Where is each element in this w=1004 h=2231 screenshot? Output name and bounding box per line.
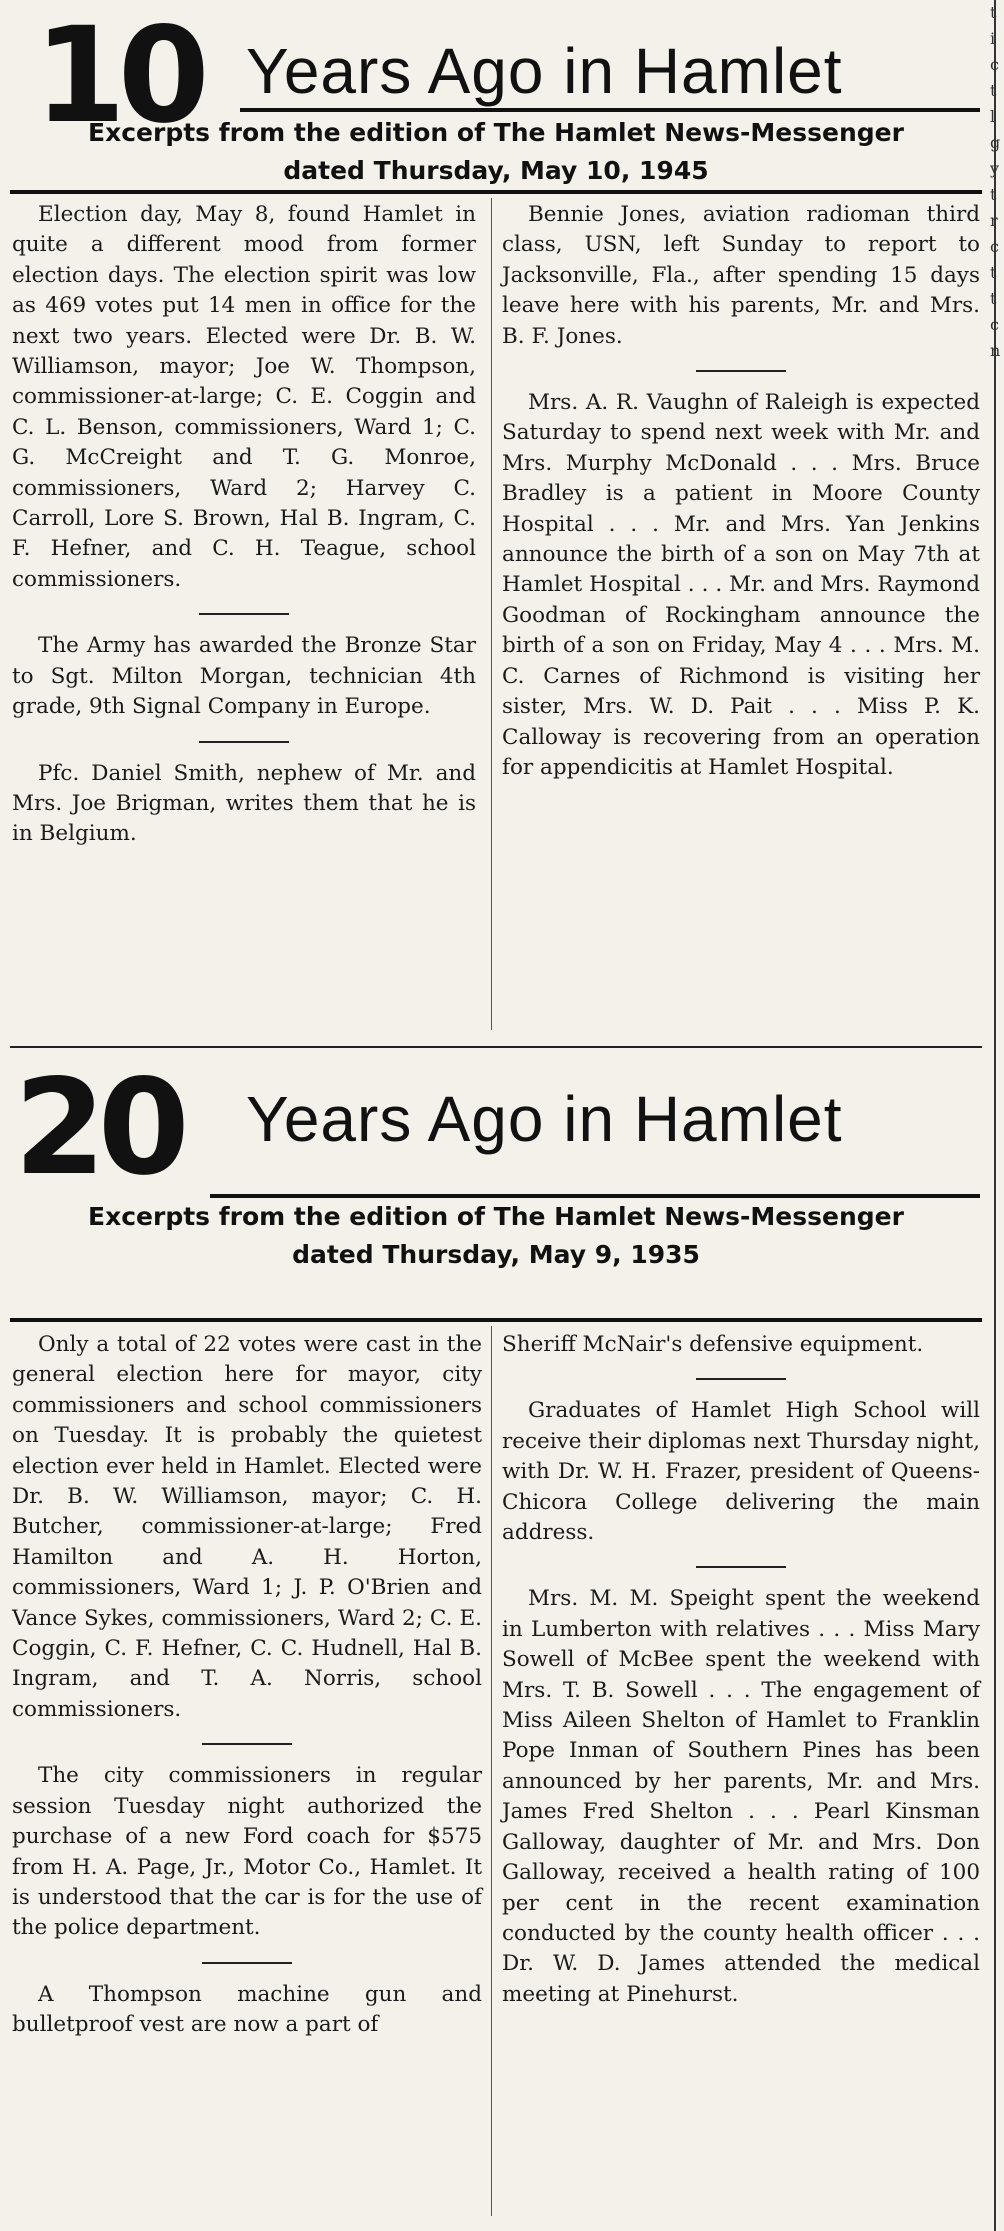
adjacent-column-fragment: t i c t l g y t r c t t c n — [990, 3, 1001, 360]
excerpt-line-1: Excerpts from the edition of The Hamlet News-Messenger — [88, 118, 904, 147]
column-divider — [491, 1326, 492, 2216]
article-separator — [696, 370, 786, 372]
article-bennie-jones: Bennie Jones, aviation radioman third class, USN, left Sunday to report to Jacksonville, Fla., after spending 15 days leave here with his parents, Mr. and Mrs. B. F. Jones. — [502, 202, 980, 349]
excerpt-date: dated Thursday, May 10, 1945 — [283, 156, 709, 185]
header-bottom-rule — [10, 190, 982, 194]
section-number: 10 — [34, 0, 202, 153]
header-bottom-rule — [10, 1318, 982, 1322]
excerpt-line-1: Excerpts from the edition of The Hamlet News-Messenger — [88, 1202, 904, 1231]
article-sheriff-continued: Sheriff McNair's defensive equipment. — [502, 1332, 924, 1357]
article-ford-coach: The city commissioners in regular session Tuesday night authorized the purchase of a new Ford coach for $575 from H. A. Page, Jr., Motor Co., Hamlet. It is understood that the car is for the use of the police department. — [12, 1763, 482, 1941]
section-title: Years Ago in Hamlet — [246, 1083, 843, 1155]
article-pfc-smith: Pfc. Daniel Smith, nephew of Mr. and Mrs. Joe Brigman, writes them that he is in Belgium. — [12, 760, 476, 847]
article-1935-election: Only a total of 22 votes were cast in the general election here for mayor, city commissioners and school commissioners on Tuesday. It is probably the quietest election ever held in Hamlet. Elected were Dr. B. W. Williamson, mayor; C. H. Butcher, commissioner-at-large; Fred Hamilton and A. H. Horton, commissioners, Ward 1; J. P. O'Brien and Vance Sykes, commissioners, Ward 2; C. E. Coggin, C. F. Hefner, C. C. Hudnell, Hal B. Ingram, and T. A. Norris, school commissioners. — [12, 1332, 482, 1722]
article-social-notes: Mrs. A. R. Vaughn of Raleigh is expected Saturday to spend next week with Mr. and Mrs. Murphy McDonald . . . Mrs. Bruce Bradley is a patient in Moore County Hospital . . . Mr. and Mrs. Yan Jenkins announce the birth of a son on May 7th at Hamlet Hospital . . . Mr. and Mrs. Raymond Goodman of Rockingham announce the birth of a son on Friday, May 4 . . . Mrs. M. C. Carnes of Richmond is visiting her sister, Mrs. W. D. Pait . . . Miss P. K. Calloway is recovering from an operation for appendicitis at Hamlet Hospital. — [502, 390, 980, 780]
article-separator — [199, 741, 289, 743]
article-bronze-star: The Army has awarded the Bronze Star to Sgt. Milton Morgan, technician 4th grade, 9th Signal Company in Europe. — [12, 633, 476, 720]
right-column — [502, 1330, 980, 2010]
excerpt-heading — [10, 114, 982, 190]
excerpt-date: dated Thursday, May 9, 1935 — [292, 1240, 700, 1269]
title-rule — [240, 108, 980, 112]
article-separator — [199, 613, 289, 615]
left-column — [12, 200, 476, 850]
section-bottom-rule — [10, 1046, 982, 1048]
right-column — [502, 200, 980, 783]
article-separator — [202, 1743, 292, 1745]
column-divider — [491, 198, 492, 1030]
excerpt-heading — [10, 1198, 982, 1274]
article-election: Election day, May 8, found Hamlet in quite a different mood from former election days. The election spirit was low as 469 votes put 14 men in office for the next two years. Elected were Dr. B. W. Williamson, mayor; Joe W. Thompson, commissioner-at-large; C. E. Coggin and C. L. Benson, commissioners, Ward 1; C. G. McCreight and T. G. Monroe, commissioners, Ward 2; Harvey C. Carroll, Lore S. Brown, Hal B. Ingram, C. F. Hefner, and C. H. Teague, school commissioners. — [12, 202, 476, 592]
article-separator — [202, 1962, 292, 1964]
article-graduates: Graduates of Hamlet High School will receive their diplomas next Thursday night, with Dr. W. H. Frazer, president of Queens-Chicora College delivering the main address. — [502, 1398, 980, 1546]
article-separator — [696, 1378, 786, 1380]
article-separator — [696, 1566, 786, 1568]
section-number: 20 — [14, 1051, 182, 1205]
left-column — [12, 1330, 482, 2041]
article-thompson-gun: A Thompson machine gun and bulletproof vest are now a part of — [12, 1981, 482, 2038]
section-title: Years Ago in Hamlet — [246, 35, 843, 107]
article-1935-social-notes: Mrs. M. M. Speight spent the weekend in Lumberton with relatives . . . Miss Mary Sowell of McBee spent the weekend with Mrs. T. B. Sowell . . . The engagement of Miss Aileen Shelton of Hamlet to Franklin Pope Inman of Southern Pines has been announced by her parents, Mr. and Mrs. James Fred Shelton . . . Pearl Kinsman Galloway, daughter of Mr. and Mrs. Don Galloway, received a health rating of 100 per cent in the recent examination conducted by the county health officer . . . Dr. W. D. James attended the medical meeting at Pinehurst. — [502, 1586, 980, 2007]
